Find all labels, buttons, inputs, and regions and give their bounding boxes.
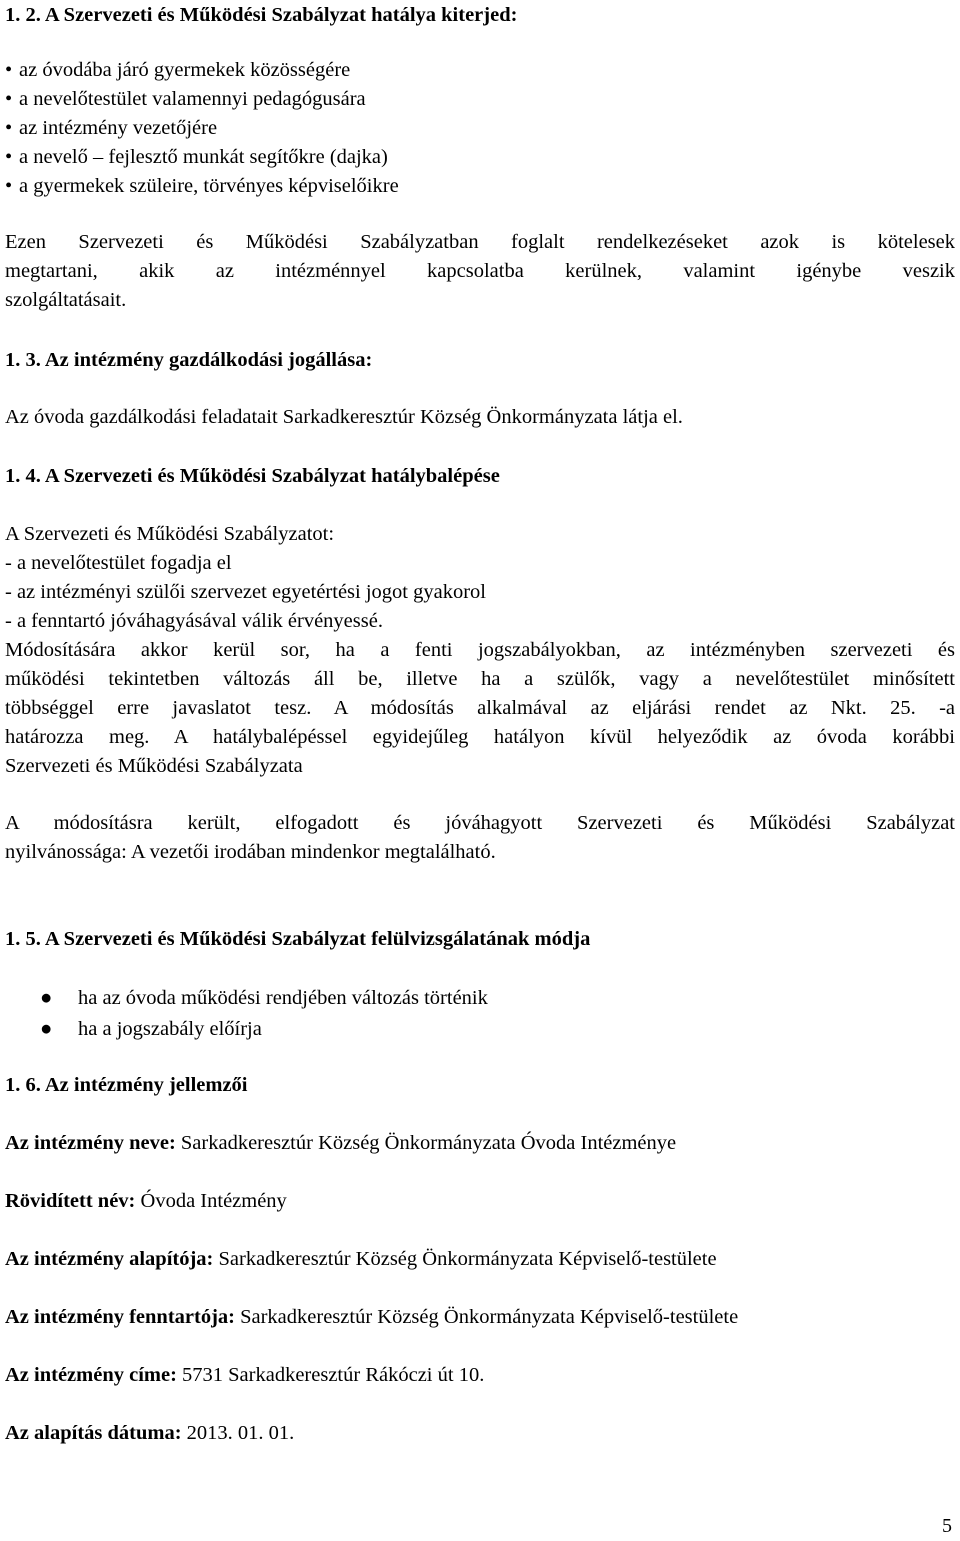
- section-heading-1-6: 1. 6. Az intézmény jellemzői: [5, 1074, 248, 1096]
- section-heading-1-4: 1. 4. A Szervezeti és Működési Szabályzat hatálybalépése: [5, 465, 500, 487]
- list-item: • a gyermekek szüleire, törvényes képviselőikre: [5, 172, 955, 201]
- bullet-icon: •: [5, 59, 13, 81]
- list-item: - a fenntartó jóváhagyásával válik érvényessé.: [5, 610, 383, 632]
- field-maintainer: Az intézmény fenntartója: Sarkadkeresztúr Község Önkormányzata Képviselő-testülete: [5, 1306, 739, 1328]
- bullet-icon: ●: [40, 1018, 53, 1040]
- scope-bullet-list: [5, 56, 955, 201]
- field-address: Az intézmény címe: 5731 Sarkadkeresztúr Rákóczi út 10.: [5, 1364, 485, 1386]
- bullet-icon: •: [5, 117, 13, 139]
- management-text: Az óvoda gazdálkodási feladatait Sarkadkeresztúr Község Önkormányzata látja el.: [5, 406, 683, 428]
- bullet-icon: •: [5, 146, 13, 168]
- list-item: - a nevelőtestület fogadja el: [5, 552, 232, 574]
- bullet-icon: ●: [40, 987, 53, 1009]
- field-short-name: Rövidített név: Óvoda Intézmény: [5, 1190, 287, 1212]
- review-bullet-list: [40, 984, 920, 1044]
- list-item: - az intézményi szülői szervezet egyetértési jogot gyakorol: [5, 581, 486, 603]
- field-institution-name: Az intézmény neve: Sarkadkeresztúr Község Önkormányzata Óvoda Intézménye: [5, 1132, 677, 1154]
- scope-paragraph: Ezen Szervezeti és Működési Szabályzatban foglalt rendelkezéseket azok is kötelesek megtartani, akik az intézménnyel kapcsolatba kerülnek, valamint igénybe veszik szolgáltatásait.: [5, 231, 955, 311]
- section-heading-1-5: 1. 5. A Szervezeti és Működési Szabályzat felülvizsgálatának módja: [5, 928, 591, 950]
- bullet-icon: •: [5, 175, 13, 197]
- list-item: ● ha a jogszabály előírja: [40, 1015, 920, 1044]
- page-number: 5: [942, 1515, 952, 1537]
- section-heading-1-2: 1. 2. A Szervezeti és Működési Szabályzat hatálya kiterjed:: [5, 4, 518, 26]
- bullet-icon: •: [5, 88, 13, 110]
- publicity-paragraph: A módosításra került, elfogadott és jóváhagyott Szervezeti és Működési Szabályzat nyilvánossága: A vezetői irodában mindenkor megtalálható.: [5, 812, 955, 863]
- list-item: • az óvodába járó gyermekek közösségére: [5, 56, 955, 85]
- field-founder: Az intézmény alapítója: Sarkadkeresztúr Község Önkormányzata Képviselő-testülete: [5, 1248, 717, 1270]
- list-item: • az intézmény vezetőjére: [5, 114, 955, 143]
- field-founding-date: Az alapítás dátuma: 2013. 01. 01.: [5, 1422, 295, 1444]
- section-heading-1-3: 1. 3. Az intézmény gazdálkodási jogállása:: [5, 349, 373, 371]
- adoption-block: A Szervezeti és Működési Szabályzatot: - a nevelőtestület fogadja el - az intézményi szülői szervezet egyetértési jogot gyakorol - a fenntartó jóváhagyásával válik érvényessé. Módosítására akkor kerül sor, ha a fenti jogszabályokban, az intézményben szervezeti és működési tekintetben változás áll be, illetve ha a szülők, vagy a nevelőtestület minősített többséggel erre javaslatot tesz. A módosítás alkalmával az eljárási rendet az Nkt. 25. -a határozza meg. A hatálybalépéssel egyidejűleg hatályon kívül helyeződik az óvoda korábbi Szervezeti és Működési Szabályzata: [5, 523, 955, 777]
- list-item: • a nevelőtestület valamennyi pedagógusára: [5, 85, 955, 114]
- list-item: • a nevelő – fejlesztő munkát segítőkre (dajka): [5, 143, 955, 172]
- list-item: ● ha az óvoda működési rendjében változás történik: [40, 984, 920, 1013]
